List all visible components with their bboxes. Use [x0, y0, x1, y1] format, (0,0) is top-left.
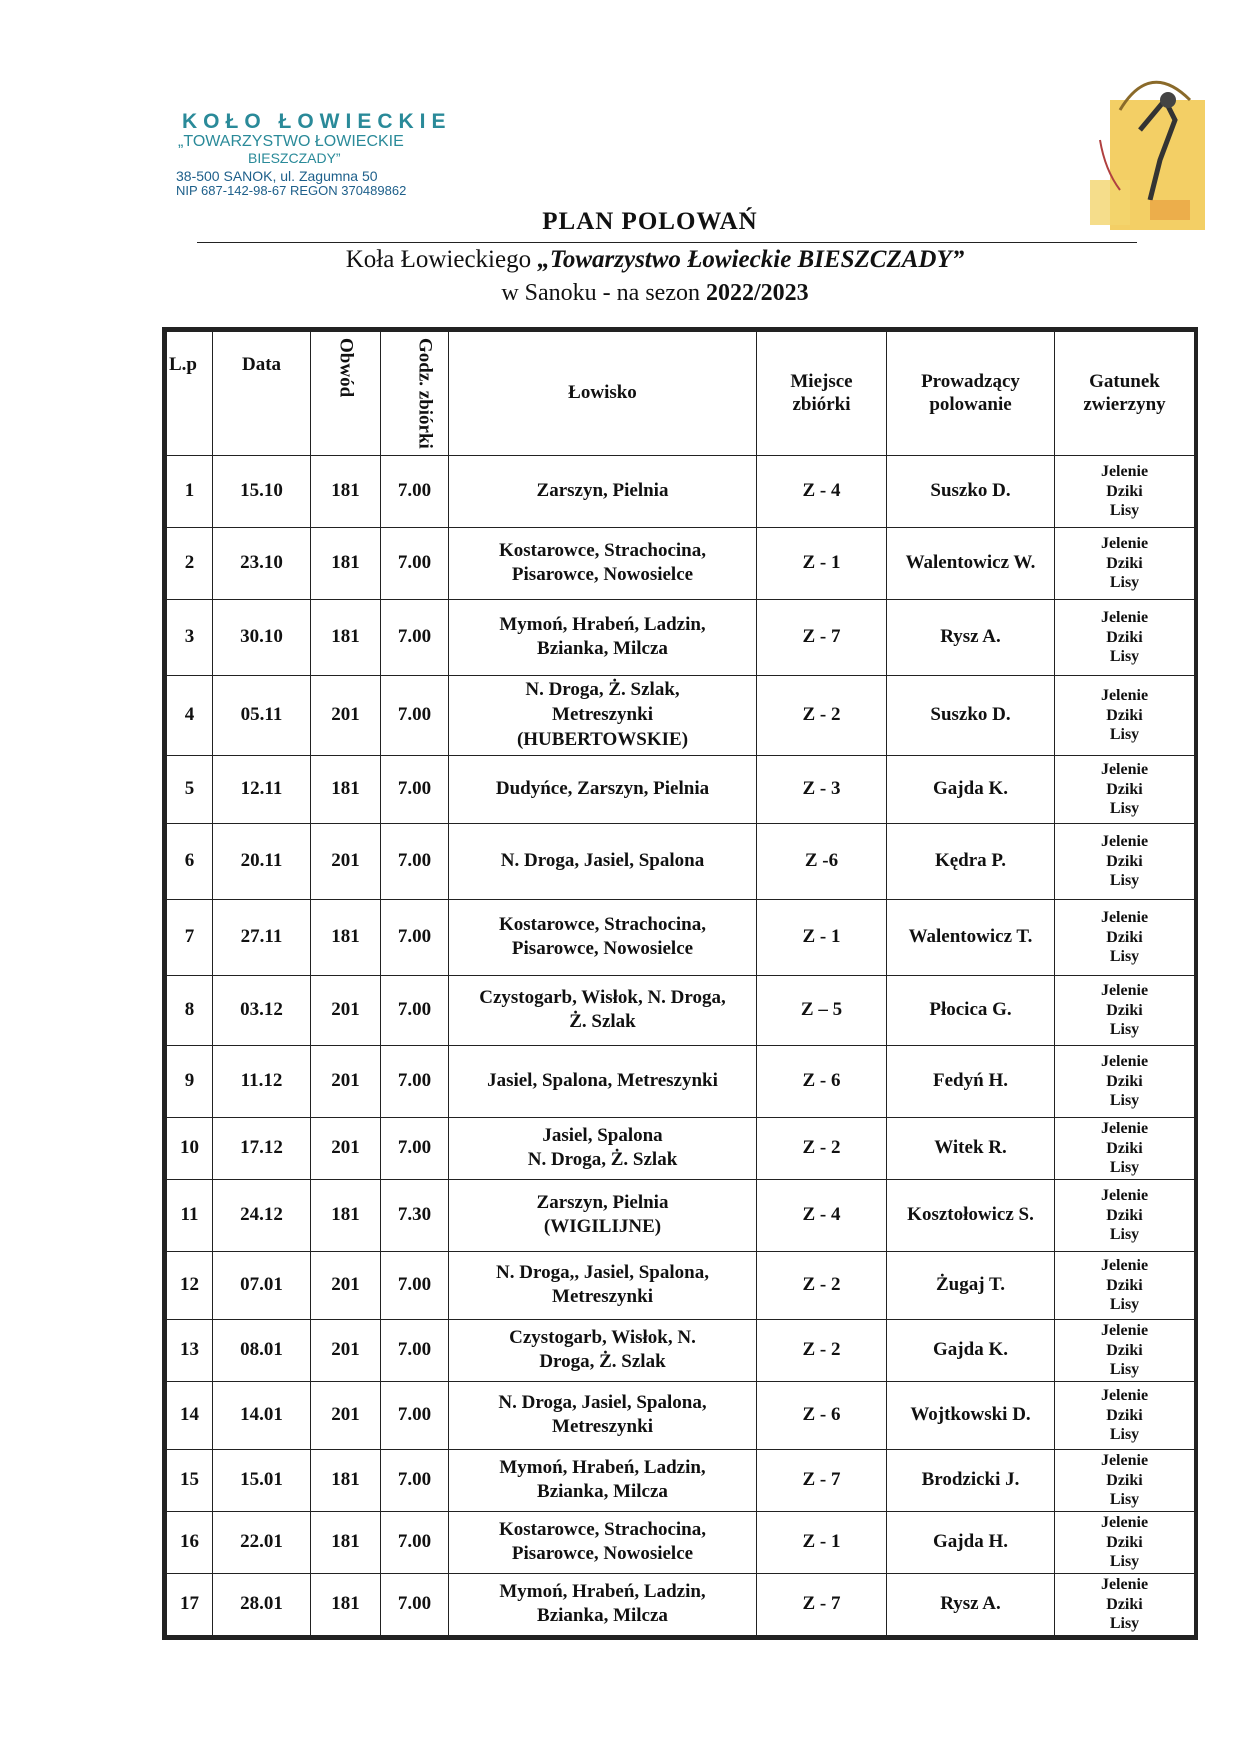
- row-time: 7.00: [381, 755, 449, 823]
- row-animals: Jelenie Dziki Lisy: [1055, 1117, 1195, 1179]
- row-obwod: 181: [311, 455, 381, 527]
- row-date: 24.12: [213, 1179, 311, 1251]
- row-date: 23.10: [213, 527, 311, 599]
- row-animals: Jelenie Dziki Lisy: [1055, 1449, 1195, 1511]
- row-obwod: 201: [311, 975, 381, 1045]
- row-lowisko: Kostarowce, Strachocina, Pisarowce, Nowosielce: [449, 899, 757, 975]
- row-lowisko: Jasiel, Spalona, Metreszynki: [449, 1045, 757, 1117]
- row-date: 22.01: [213, 1511, 311, 1573]
- row-lowisko: Dudyńce, Zarszyn, Pielnia: [449, 755, 757, 823]
- table-row: [167, 1045, 1195, 1117]
- row-lowisko: N. Droga,, Jasiel, Spalona, Metreszynki: [449, 1251, 757, 1319]
- table-row: [167, 1319, 1195, 1381]
- row-time: 7.00: [381, 527, 449, 599]
- row-obwod: 201: [311, 1117, 381, 1179]
- row-animals: Jelenie Dziki Lisy: [1055, 455, 1195, 527]
- row-lp: 6: [167, 823, 213, 899]
- row-time: 7.00: [381, 599, 449, 675]
- row-lp: 8: [167, 975, 213, 1045]
- row-time: 7.00: [381, 823, 449, 899]
- row-date: 20.11: [213, 823, 311, 899]
- row-lp: 16: [167, 1511, 213, 1573]
- row-leader: Suszko D.: [887, 675, 1055, 755]
- row-leader: Rysz A.: [887, 599, 1055, 675]
- row-obwod: 181: [311, 1573, 381, 1635]
- row-place: Z -6: [757, 823, 887, 899]
- row-animals: Jelenie Dziki Lisy: [1055, 899, 1195, 975]
- row-lp: 14: [167, 1381, 213, 1449]
- row-leader: Witek R.: [887, 1117, 1055, 1179]
- row-animals: Jelenie Dziki Lisy: [1055, 1251, 1195, 1319]
- row-lp: 1: [167, 455, 213, 527]
- club-stamp: [172, 110, 452, 199]
- row-leader: Walentowicz W.: [887, 527, 1055, 599]
- col-header-animals: Gatunek zwierzyny: [1055, 332, 1195, 456]
- row-time: 7.00: [381, 455, 449, 527]
- row-leader: Brodzicki J.: [887, 1449, 1055, 1511]
- hunting-plan-table-frame: [162, 327, 1198, 1640]
- col-header-lp: L.p: [167, 332, 213, 456]
- stamp-address: 38-500 SANOK, ul. Zagumna 50: [176, 168, 378, 185]
- row-date: 15.01: [213, 1449, 311, 1511]
- row-lp: 9: [167, 1045, 213, 1117]
- row-obwod: 201: [311, 1319, 381, 1381]
- row-time: 7.30: [381, 1179, 449, 1251]
- row-animals: Jelenie Dziki Lisy: [1055, 1319, 1195, 1381]
- table-row: [167, 1179, 1195, 1251]
- row-time: 7.00: [381, 1381, 449, 1449]
- col-header-date: Data: [213, 332, 311, 456]
- row-date: 07.01: [213, 1251, 311, 1319]
- row-leader: Kosztołowicz S.: [887, 1179, 1055, 1251]
- row-leader: Wojtkowski D.: [887, 1381, 1055, 1449]
- stamp-tax-ids: NIP 687-142-98-67 REGON 370489862: [176, 183, 407, 199]
- subtitle-prefix: Koła Łowieckiego: [345, 246, 538, 273]
- row-date: 14.01: [213, 1381, 311, 1449]
- row-place: Z - 4: [757, 455, 887, 527]
- season: 2022/2023: [705, 280, 809, 306]
- row-lowisko: Mymoń, Hrabeń, Ladzin, Bzianka, Milcza: [449, 599, 757, 675]
- row-date: 11.12: [213, 1045, 311, 1117]
- row-place: Z - 1: [757, 1511, 887, 1573]
- row-date: 08.01: [213, 1319, 311, 1381]
- row-date: 12.11: [213, 755, 311, 823]
- row-lp: 3: [167, 599, 213, 675]
- row-animals: Jelenie Dziki Lisy: [1055, 1381, 1195, 1449]
- row-place: Z - 2: [757, 675, 887, 755]
- row-obwod: 181: [311, 1449, 381, 1511]
- row-lp: 17: [167, 1573, 213, 1635]
- table-row: [167, 975, 1195, 1045]
- row-animals: Jelenie Dziki Lisy: [1055, 755, 1195, 823]
- row-animals: Jelenie Dziki Lisy: [1055, 599, 1195, 675]
- row-lowisko: Mymoń, Hrabeń, Ladzin, Bzianka, Milcza: [449, 1573, 757, 1635]
- club-name: „Towarzystwo Łowieckie BIESZCZADY”: [537, 246, 965, 273]
- row-lp: 15: [167, 1449, 213, 1511]
- table-row: [167, 527, 1195, 599]
- row-lowisko: Zarszyn, Pielnia (WIGILIJNE): [449, 1179, 757, 1251]
- table-row: [167, 599, 1195, 675]
- row-animals: Jelenie Dziki Lisy: [1055, 527, 1195, 599]
- table-body: [167, 455, 1195, 1635]
- row-lowisko: Mymoń, Hrabeń, Ladzin, Bzianka, Milcza: [449, 1449, 757, 1511]
- row-obwod: 201: [311, 1251, 381, 1319]
- row-place: Z - 7: [757, 1573, 887, 1635]
- row-leader: Płocica G.: [887, 975, 1055, 1045]
- row-lowisko: Zarszyn, Pielnia: [449, 455, 757, 527]
- row-lowisko: Kostarowce, Strachocina, Pisarowce, Nowosielce: [449, 1511, 757, 1573]
- table-row: [167, 455, 1195, 527]
- row-obwod: 181: [311, 899, 381, 975]
- table-row: [167, 1449, 1195, 1511]
- row-place: Z - 2: [757, 1319, 887, 1381]
- table-row: [167, 1251, 1195, 1319]
- row-place: Z - 2: [757, 1117, 887, 1179]
- col-header-time: Godz. zbiórki: [381, 332, 449, 456]
- row-time: 7.00: [381, 675, 449, 755]
- row-lp: 13: [167, 1319, 213, 1381]
- document-title: PLAN POLOWAŃ: [542, 208, 758, 235]
- row-time: 7.00: [381, 1511, 449, 1573]
- table-row: [167, 899, 1195, 975]
- row-obwod: 201: [311, 823, 381, 899]
- title-rule: [197, 242, 1137, 243]
- table-row: [167, 1573, 1195, 1635]
- row-animals: Jelenie Dziki Lisy: [1055, 975, 1195, 1045]
- table-row: [167, 1511, 1195, 1573]
- col-header-obwod: Obwód: [311, 332, 381, 456]
- row-lp: 12: [167, 1251, 213, 1319]
- table-row: [167, 675, 1195, 755]
- row-date: 30.10: [213, 599, 311, 675]
- row-date: 15.10: [213, 455, 311, 527]
- table-row: [167, 755, 1195, 823]
- row-animals: Jelenie Dziki Lisy: [1055, 1045, 1195, 1117]
- row-lowisko: Kostarowce, Strachocina, Pisarowce, Nowosielce: [449, 527, 757, 599]
- row-place: Z - 7: [757, 599, 887, 675]
- row-animals: Jelenie Dziki Lisy: [1055, 1179, 1195, 1251]
- row-place: Z - 1: [757, 899, 887, 975]
- row-obwod: 181: [311, 1511, 381, 1573]
- table-row: [167, 823, 1195, 899]
- row-time: 7.00: [381, 899, 449, 975]
- row-leader: Gajda K.: [887, 1319, 1055, 1381]
- row-date: 17.12: [213, 1117, 311, 1179]
- col-header-leader: Prowadzący polowanie: [887, 332, 1055, 456]
- row-obwod: 181: [311, 1179, 381, 1251]
- row-place: Z - 4: [757, 1179, 887, 1251]
- row-time: 7.00: [381, 1045, 449, 1117]
- row-leader: Żugaj T.: [887, 1251, 1055, 1319]
- row-lowisko: N. Droga, Jasiel, Spalona: [449, 823, 757, 899]
- row-obwod: 201: [311, 1045, 381, 1117]
- row-obwod: 201: [311, 675, 381, 755]
- row-lp: 5: [167, 755, 213, 823]
- row-obwod: 201: [311, 1381, 381, 1449]
- row-animals: Jelenie Dziki Lisy: [1055, 1573, 1195, 1635]
- row-place: Z - 7: [757, 1449, 887, 1511]
- row-obwod: 181: [311, 599, 381, 675]
- row-place: Z - 3: [757, 755, 887, 823]
- row-obwod: 181: [311, 527, 381, 599]
- row-place: Z - 6: [757, 1045, 887, 1117]
- row-obwod: 181: [311, 755, 381, 823]
- row-time: 7.00: [381, 1319, 449, 1381]
- row-lowisko: N. Droga, Ż. Szlak, Metreszynki (HUBERTOWSKIE): [449, 675, 757, 755]
- hunting-plan-table: [166, 331, 1195, 1636]
- row-place: Z - 2: [757, 1251, 887, 1319]
- row-lowisko: N. Droga, Jasiel, Spalona, Metreszynki: [449, 1381, 757, 1449]
- row-time: 7.00: [381, 1251, 449, 1319]
- row-leader: Kędra P.: [887, 823, 1055, 899]
- row-lowisko: Jasiel, Spalona N. Droga, Ż. Szlak: [449, 1117, 757, 1179]
- row-place: Z – 5: [757, 975, 887, 1045]
- row-animals: Jelenie Dziki Lisy: [1055, 823, 1195, 899]
- row-lp: 2: [167, 527, 213, 599]
- row-animals: Jelenie Dziki Lisy: [1055, 1511, 1195, 1573]
- table-row: [167, 1381, 1195, 1449]
- row-date: 28.01: [213, 1573, 311, 1635]
- row-time: 7.00: [381, 1573, 449, 1635]
- document-subtitle: [0, 246, 1240, 274]
- row-time: 7.00: [381, 1449, 449, 1511]
- table-row: [167, 1117, 1195, 1179]
- row-leader: Suszko D.: [887, 455, 1055, 527]
- stamp-line-2: „TOWARZYSTWO ŁOWIECKIE: [178, 133, 404, 151]
- stamp-line-1: KOŁO ŁOWIECKIE: [182, 110, 452, 133]
- row-place: Z - 6: [757, 1381, 887, 1449]
- row-leader: Rysz A.: [887, 1573, 1055, 1635]
- col-header-lowisko: Łowisko: [449, 332, 757, 456]
- row-time: 7.00: [381, 1117, 449, 1179]
- row-lowisko: Czystogarb, Wisłok, N. Droga, Ż. Szlak: [449, 1319, 757, 1381]
- season-prefix: w Sanoku - na sezon: [501, 280, 706, 306]
- row-lp: 10: [167, 1117, 213, 1179]
- row-leader: Gajda H.: [887, 1511, 1055, 1573]
- row-leader: Gajda K.: [887, 755, 1055, 823]
- row-date: 05.11: [213, 675, 311, 755]
- row-animals: Jelenie Dziki Lisy: [1055, 675, 1195, 755]
- row-lp: 4: [167, 675, 213, 755]
- row-lp: 11: [167, 1179, 213, 1251]
- row-lowisko: Czystogarb, Wisłok, N. Droga, Ż. Szlak: [449, 975, 757, 1045]
- row-leader: Fedyń H.: [887, 1045, 1055, 1117]
- row-leader: Walentowicz T.: [887, 899, 1055, 975]
- row-time: 7.00: [381, 975, 449, 1045]
- table-header-row: [167, 332, 1195, 456]
- row-date: 03.12: [213, 975, 311, 1045]
- stamp-line-3: BIESZCZADY”: [248, 149, 341, 166]
- row-place: Z - 1: [757, 527, 887, 599]
- col-header-place: Miejsce zbiórki: [757, 332, 887, 456]
- row-lp: 7: [167, 899, 213, 975]
- row-date: 27.11: [213, 899, 311, 975]
- season-line: [0, 280, 1240, 307]
